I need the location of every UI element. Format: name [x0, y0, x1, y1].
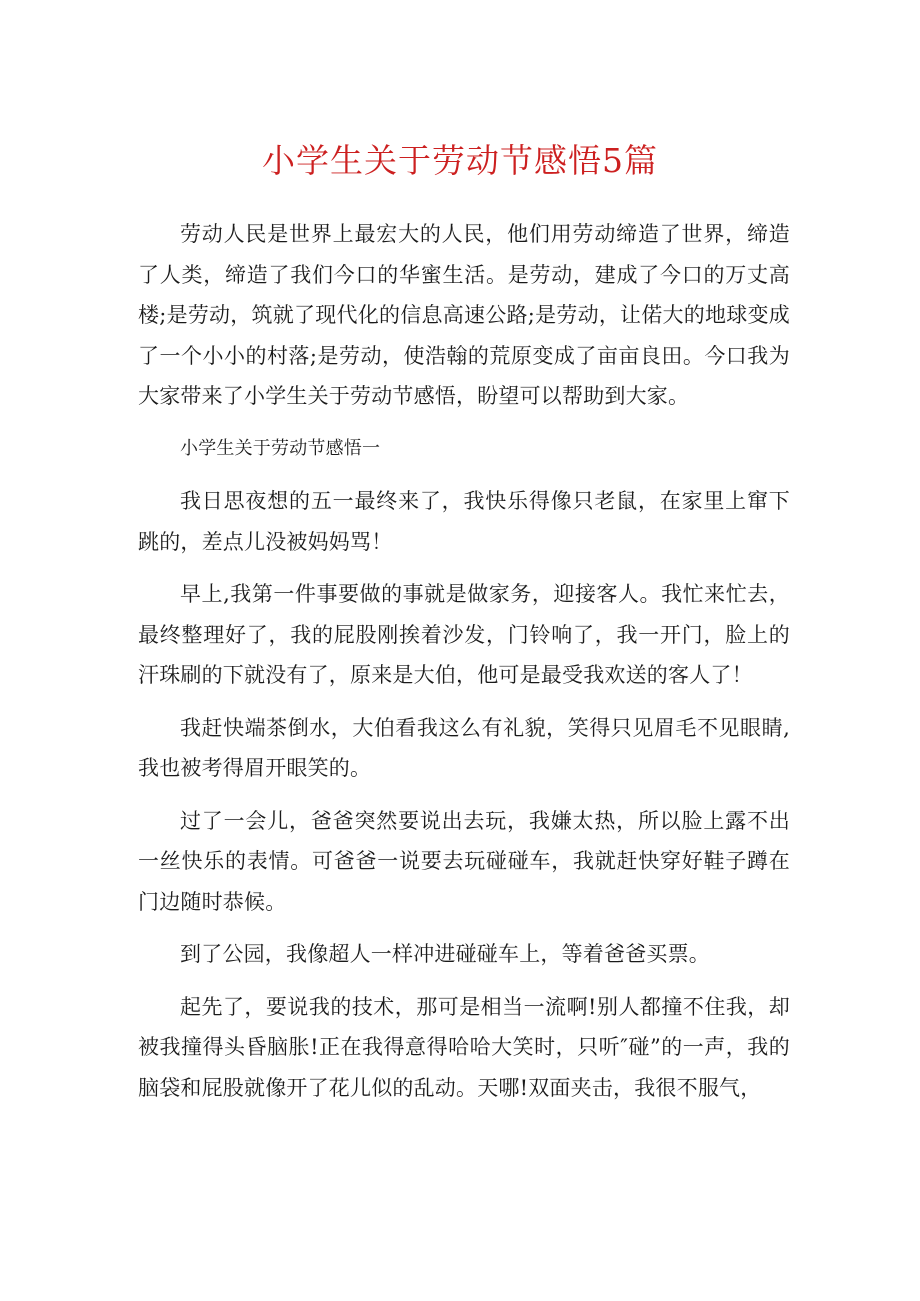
section-heading-1: 小学生关于劳动节感悟一	[180, 437, 381, 459]
paragraph-4: 过了一会儿，爸爸突然要说出去玩，我嫌太热，所以脸上露不出一丝快乐的表情。可爸爸一说要去玩碰碰车，我就赶快穿好鞋子蹲在门边随时恭候。	[138, 808, 790, 914]
paragraph-2: 早上,我第一件事要做的事就是做家务，迎接客人。我忙来忙去，最终整理好了，我的屁股刚挨着沙发，门铃响了，我一开门，脸上的汗珠刷的下就没有了，原来是大伯，他可是最受我欢送的客人了！	[138, 582, 790, 687]
paragraph-6: 起先了，要说我的技术，那可是相当一流啊!别人都撞不住我，却被我撞得头昏脑胀!正在我得意得哈哈大笑时，只听″碰”的一声，我的脑袋和屁股就像开了花儿似的乱动。天哪!双面夹击，我很不服气，	[138, 994, 790, 1100]
document-title: 小学生关于劳动节感悟5篇	[262, 141, 658, 180]
paragraph-1: 我日思夜想的五一最终来了，我快乐得像只老鼠，在家里上窜下跳的，差点儿没被妈妈骂！	[138, 489, 790, 554]
paragraph-5: 到了公园，我像超人一样冲进碰碰车上，等着爸爸买票。	[180, 942, 710, 966]
document-body	[138, 214, 790, 1120]
paragraph-3: 我赶快端茶倒水，大伯看我这么有礼貌，笑得只见眉毛不见眼睛,我也被考得眉开眼笑的。	[138, 715, 790, 780]
intro-paragraph: 劳动人民是世界上最宏大的人民，他们用劳动缔造了世界，缔造了人类，缔造了我们今口的华蜜生活。是劳动，建成了今口的万丈高楼;是劳动，筑就了现代化的信息高速公路;是劳动，让偌大的地球变成了一个小小的村落;是劳动，使浩翰的荒原变成了亩亩良田。今口我为大家带来了小学生关于劳动节感悟，盼望可以帮助到大家。	[138, 222, 790, 408]
